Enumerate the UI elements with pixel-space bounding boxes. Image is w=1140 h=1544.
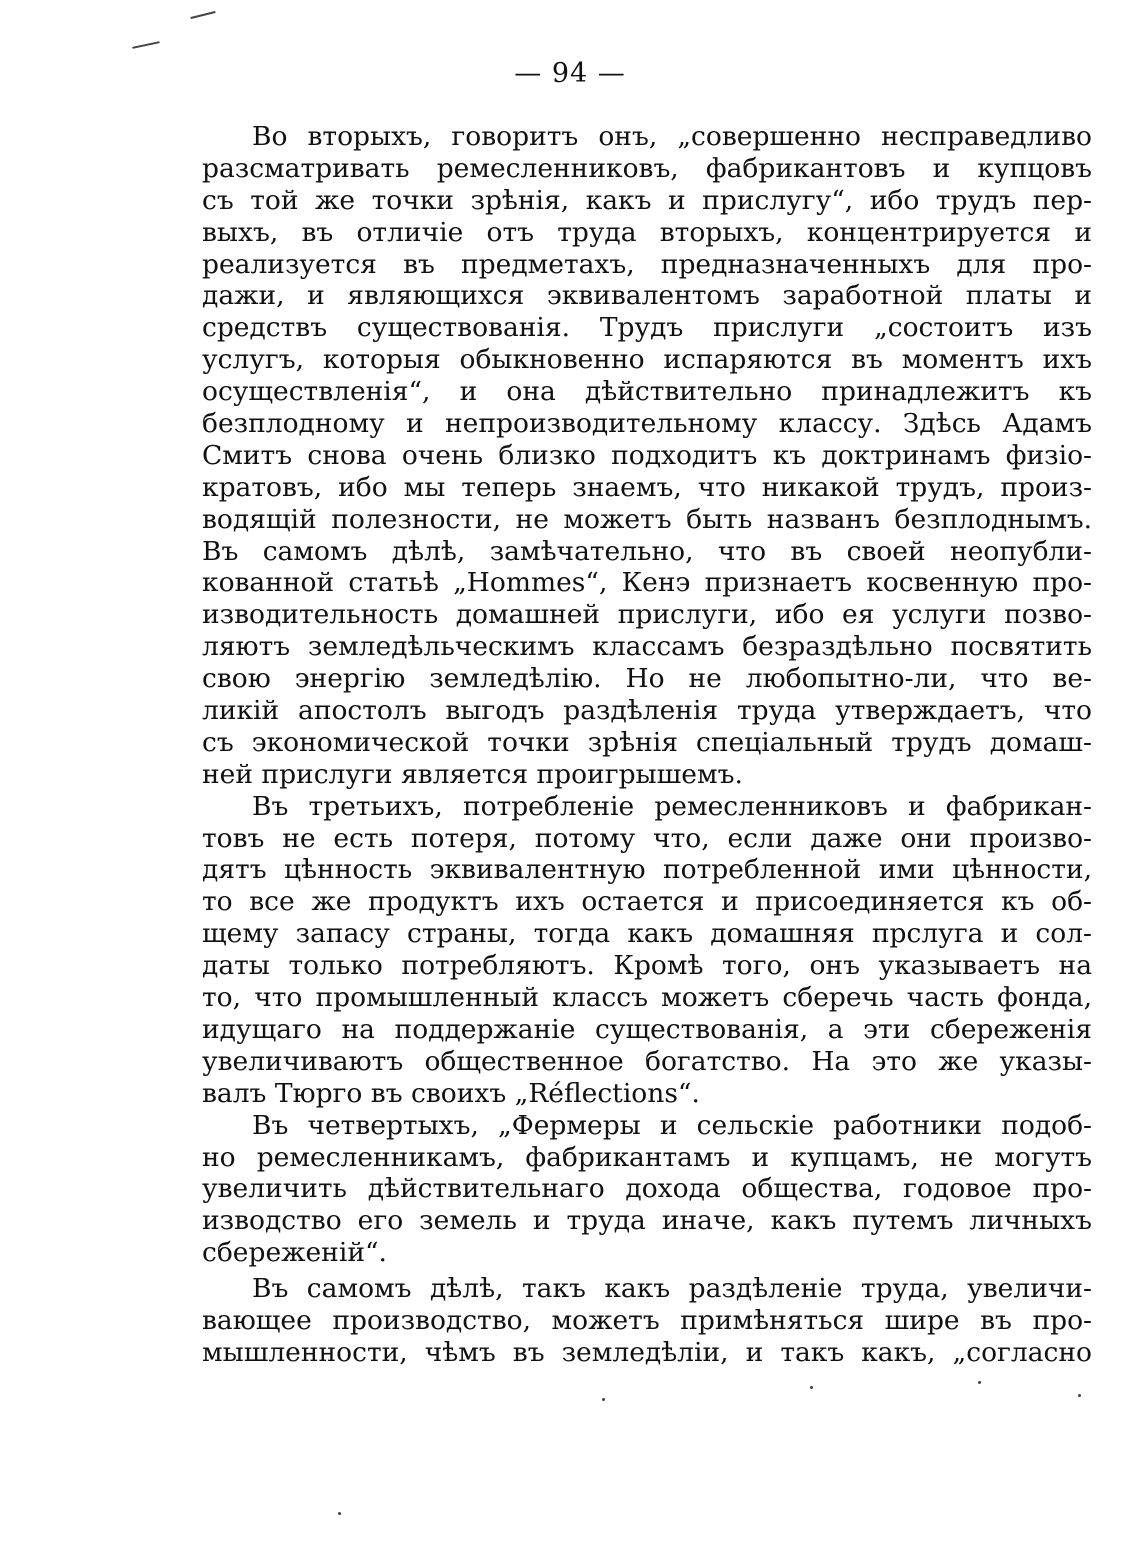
text-line: Во вторыхъ, говоритъ онъ, „совершенно несправедливо xyxy=(252,121,1092,152)
text-line: мышленности, чѣмъ въ земледѣліи, и такъ какъ, „согласно xyxy=(202,1336,1092,1368)
text-line: увеличить дѣйствительнаго дохода общества, годовое про- xyxy=(202,1173,1092,1205)
text-line: услугъ, которыя обыкновенно испаряются въ моментъ ихъ xyxy=(202,344,1092,376)
scan-speck xyxy=(338,1512,341,1515)
text-line: идущаго на поддержаніе существованія, а эти сбереженія xyxy=(202,1013,1092,1045)
scan-speck xyxy=(602,1398,605,1401)
text-line: Смитъ снова очень близко подходитъ къ доктринамъ физіо- xyxy=(202,439,1092,471)
text-line: вающее производство, можетъ примѣняться шире въ про- xyxy=(202,1304,1092,1336)
text-line: изводство его земель и труда иначе, какъ путемъ личныхъ xyxy=(202,1205,1092,1237)
text-line: реализуется въ предметахъ, предназначенныхъ для про- xyxy=(202,248,1092,280)
text-line: безплодному и непроизводительному классу. Здѣсь Адамъ xyxy=(202,408,1092,440)
text-line: ликій апостолъ выгодъ раздѣленія труда утверждаетъ, что xyxy=(202,695,1092,727)
text-line: водящій полезности, не можетъ быть названъ безплоднымъ. xyxy=(202,503,1092,535)
text-line: щему запасу страны, тогда какъ домашняя прслуга и сол- xyxy=(202,918,1092,950)
text-line: Въ третьихъ, потребленіе ремесленниковъ и фабрикан- xyxy=(252,790,1092,822)
text-line: разсматривать ремесленниковъ, фабрикантовъ и купцовъ xyxy=(202,152,1092,184)
text-line: кованной статьѣ „Hommes“, Кенэ признаетъ косвенную про- xyxy=(202,567,1092,599)
body-text xyxy=(202,121,1092,1369)
paragraph-3 xyxy=(202,1110,1092,1269)
text-line: Въ самомъ дѣлѣ, замѣчательно, что въ своей неопубли- xyxy=(202,535,1092,567)
text-line: средствъ существованія. Трудъ прислуги „состоитъ изъ xyxy=(202,312,1092,344)
scan-speck xyxy=(1078,1394,1081,1397)
paragraph-2 xyxy=(202,791,1092,1110)
text-line: выхъ, въ отличіе отъ труда вторыхъ, концентрируется и xyxy=(202,216,1092,248)
text-line: съ экономической точки зрѣнія спеціальный трудъ домаш- xyxy=(202,726,1092,758)
text-line: изводительность домашней прислуги, ибо ея услуги позво- xyxy=(202,599,1092,631)
text-line: увеличиваютъ общественное богатство. На это же указы- xyxy=(202,1045,1092,1077)
text-line: ляютъ земледѣльческимъ классамъ безраздѣльно посвятить xyxy=(202,631,1092,663)
text-line: дажи, и являющихся эквивалентомъ заработной платы и xyxy=(202,280,1092,312)
scan-speck xyxy=(132,41,160,49)
text-line: то все же продуктъ ихъ остается и присоединяется къ об- xyxy=(202,886,1092,918)
text-line: осуществленія“, и она дѣйствительно принадлежитъ къ xyxy=(202,376,1092,408)
text-line: Въ самомъ дѣлѣ, такъ какъ раздѣленіе труда, увеличи- xyxy=(252,1273,1092,1305)
paragraph-4 xyxy=(202,1273,1092,1369)
text-line: Въ четвертыхъ, „Фермеры и сельскіе работники подоб- xyxy=(252,1109,1092,1141)
paragraph-1 xyxy=(202,121,1092,791)
scan-speck xyxy=(978,1381,981,1384)
scan-speck xyxy=(190,11,216,19)
scan-speck xyxy=(810,1386,813,1389)
text-line: съ той же точки зрѣнія, какъ и прислугу“, ибо трудъ пер- xyxy=(202,184,1092,216)
text-line: то, что промышленный классъ можетъ сберечь часть фонда, xyxy=(202,982,1092,1014)
page-number: — 94 — xyxy=(514,58,626,89)
text-line: свою энергію земледѣлію. Но не любопытно-ли, что ве- xyxy=(202,663,1092,695)
text-line: но ремесленникамъ, фабрикантамъ и купцамъ, не могутъ xyxy=(202,1141,1092,1173)
text-line: даты только потребляютъ. Кромѣ того, онъ указываетъ на xyxy=(202,950,1092,982)
text-line: товъ не есть потеря, потому что, если даже они произво- xyxy=(202,822,1092,854)
text-line: сбереженій“. xyxy=(202,1237,387,1269)
text-line: дятъ цѣнность эквивалентную потребленной ими цѣнности, xyxy=(202,854,1092,886)
text-line: валъ Тюрго въ своихъ „Réflections“. xyxy=(202,1077,700,1109)
text-line: ней прислуги является проигрышемъ. xyxy=(202,758,743,790)
text-line: кратовъ, ибо мы теперь знаемъ, что никакой трудъ, произ- xyxy=(202,471,1092,503)
